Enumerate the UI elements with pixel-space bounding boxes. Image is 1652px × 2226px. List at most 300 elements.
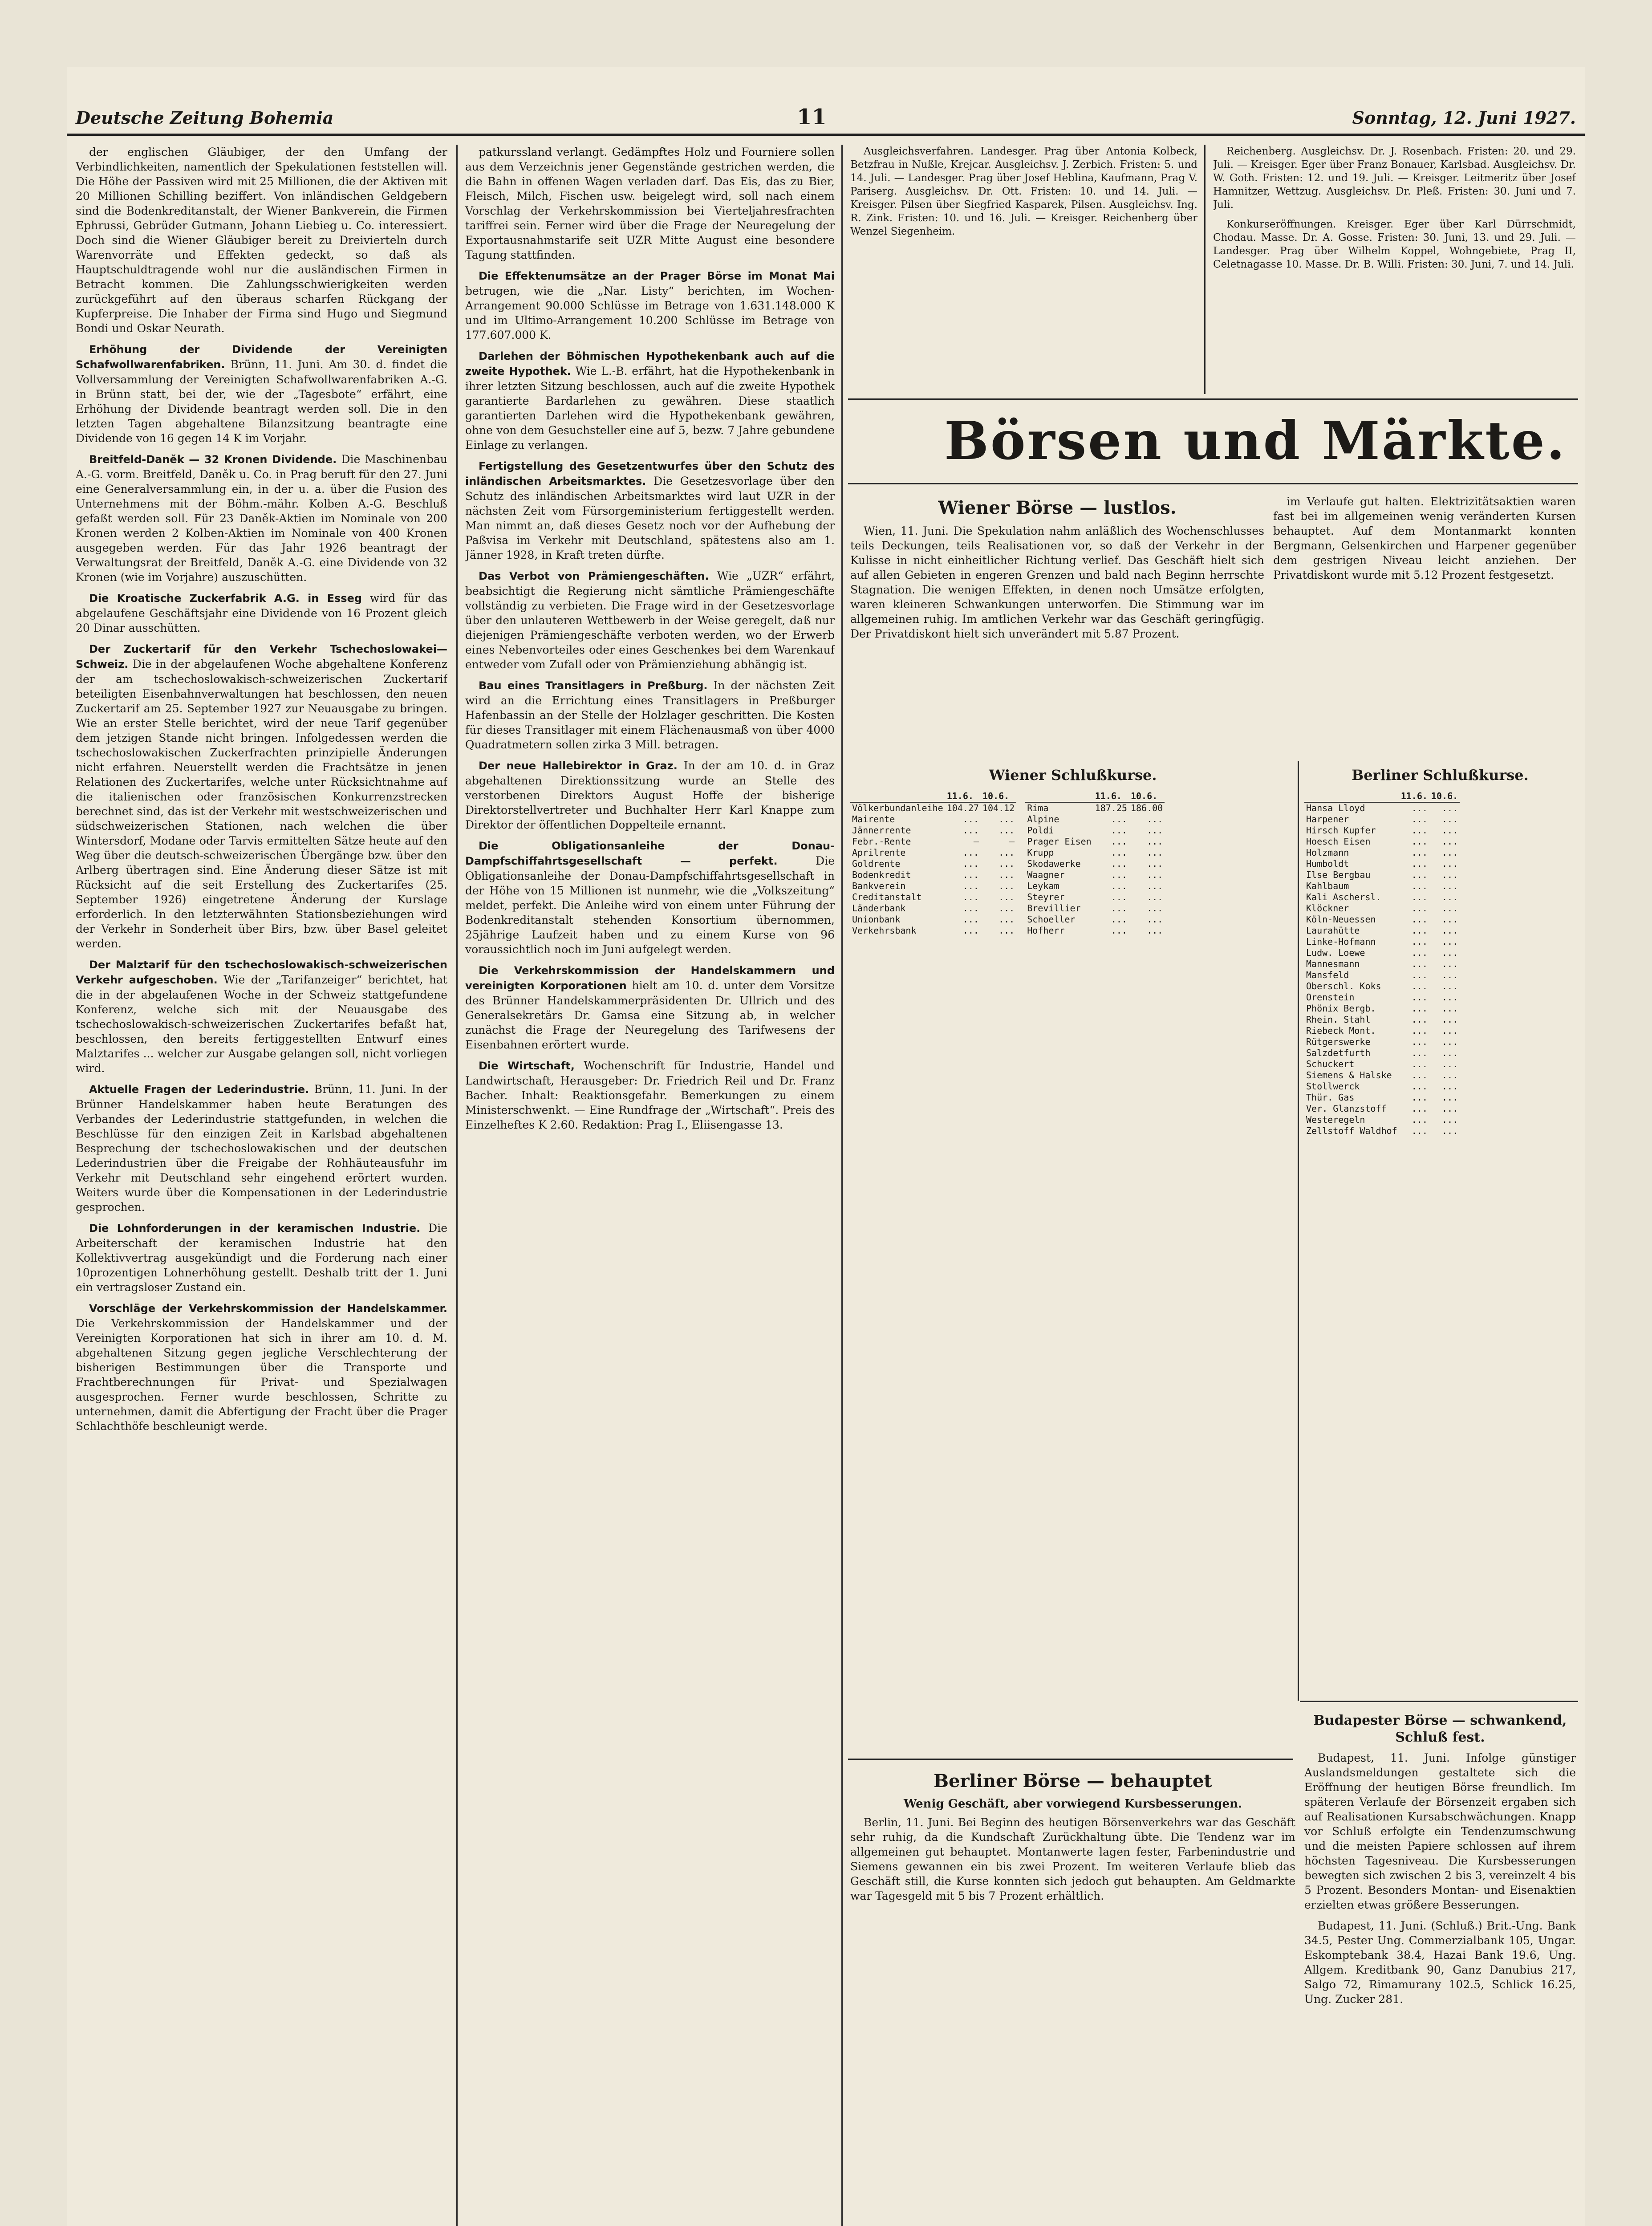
article-text: Wie L.-B. erfährt, hat die Hypothekenbank in ihrer letzten Sitzung beschlossen, auch auf die zweite Hypothek garantierte Bardarlehen zu gewähren. Diese staatlich garantierten Darlehen wird die Hypothekenbank gewähren, ohne von dem Gesuchsteller eine auf 5, bezw. 7 Jahre gebundene Einlage zu verlangen. — [465, 365, 835, 451]
article-text: In der am 10. d. in Graz abgehaltenen Direktionssitzung wurde an Stelle des verstorbenen Direktors August Hoffe der bisherige Direktorstellvertreter und Buchhalter Herr Karl Knappe zum Direktor der öffentlichen Doppelteile ernannt. — [465, 759, 835, 831]
quote-value: ... — [1411, 892, 1428, 902]
table-row — [850, 903, 1016, 914]
article-headline: Die Lohnforderungen in der keramischen Industrie. — [89, 1222, 421, 1235]
security-name: Verkehrsbank — [852, 925, 917, 936]
security-name: Alpine — [1027, 814, 1059, 825]
security-name: Westeregeln — [1306, 1114, 1365, 1125]
column-rule — [1204, 145, 1206, 394]
article-headline: Der neue Hallebirektor in Graz. — [479, 760, 678, 772]
quote-value: ... — [1442, 836, 1458, 847]
security-name: Ludw. Loewe — [1306, 947, 1365, 958]
article-text: patkurssland verlangt. Gedämpftes Holz und Fourniere sollen aus dem Verzeichnis jener Gegenstände gestrichen werden, die die Bahn in offenen Wagen verladen darf. Das Eis, das zu Bier, Fleisch, Milch, Fischen usw. beigelegt wird, soll nach einem Vorschlag der Verkehrskommission bei Vierteljahresfrachten tariffrei sein. Ferner wird über die Frage der Neuregelung der Exportausnahmstarife seit UZR Mitte August eine besondere Tagung stattfinden. — [465, 146, 835, 261]
table-row — [1304, 1114, 1460, 1125]
quote-value: ... — [962, 858, 979, 869]
berliner-boerse-subtitle: Wenig Geschäft, aber vorwiegend Kursbesserungen. — [903, 1797, 1242, 1811]
article-headline: Das Verbot von Prämiengeschäften. — [479, 570, 709, 582]
table-row — [850, 836, 1016, 847]
quote-value: ... — [1442, 1003, 1458, 1014]
table-row — [1304, 814, 1460, 825]
quote-value: ... — [962, 903, 979, 914]
boerse-continuation — [1273, 494, 1576, 743]
security-name: Mairente — [852, 814, 895, 825]
quote-value: ... — [1442, 914, 1458, 925]
quote-value: ... — [1442, 1081, 1458, 1092]
quote-value: ... — [1442, 1059, 1458, 1069]
quote-value: ... — [1111, 858, 1127, 869]
table-row — [1304, 892, 1460, 903]
article-paragraph — [76, 1082, 447, 1215]
security-name: Harpener — [1306, 814, 1349, 825]
quote-value: ... — [962, 825, 979, 836]
quote-value: ... — [1442, 981, 1458, 991]
budapester-boerse-text: Budapest, 11. Juni. Infolge günstiger Auslandsmeldungen gestaltete sich die Eröffnung der heutigen Börse freundlich. Im späteren Verlaufe der Börsenzeit ergaben sich auf Realisationen Kursabschwächungen. Knapp vor Schluß erfolgte ein Tendenzumschwung und die meisten Papiere schlossen auf ihrem höchsten Tagesniveau. Die Kursbesserungen bewegten sich zwischen 2 bis 3, vereinzelt 4 bis 5 Prozent. Besonders Montan- und Eisenaktien erzielten etwas größere Besserungen. — [1304, 1751, 1576, 1911]
quote-value: — — [973, 836, 979, 847]
security-name: Humboldt — [1306, 858, 1349, 869]
quote-value: ... — [1411, 1036, 1428, 1047]
table-row — [1304, 1003, 1460, 1014]
security-name: Mansfeld — [1306, 970, 1349, 980]
article-paragraph — [76, 957, 447, 1076]
quote-value: ... — [1442, 970, 1458, 980]
section-rule — [1300, 1701, 1578, 1702]
quote-value: ... — [1411, 1070, 1428, 1081]
table-row — [1304, 1048, 1460, 1059]
security-name: Zellstoff Waldhof — [1306, 1125, 1397, 1136]
security-name: Holzmann — [1306, 847, 1349, 858]
article-headline: Vorschläge der Verkehrskommission der Handelskammer. — [89, 1302, 447, 1315]
security-name: Oberschl. Koks — [1306, 981, 1381, 991]
budapester-boerse-title: Budapester Börse — schwankend, Schluß fest. — [1313, 1713, 1567, 1745]
quote-value: ... — [1147, 892, 1163, 902]
table-row — [1304, 903, 1460, 914]
table-row — [1304, 847, 1460, 858]
article-headline: Die Wirtschaft, — [479, 1060, 575, 1072]
article-headline: Die Effektenumsätze an der Prager Börse im Monat Mai — [479, 270, 835, 282]
masthead-title: Deutsche Zeitung Bohemia — [76, 108, 334, 128]
page-number: 11 — [797, 105, 827, 130]
quote-value: ... — [1411, 959, 1428, 969]
table-row — [850, 892, 1016, 903]
article-paragraph — [465, 963, 835, 1052]
quote-value: ... — [1411, 858, 1428, 869]
table-row — [1304, 869, 1460, 881]
column-rule — [841, 145, 843, 2226]
quote-value: ... — [1442, 1025, 1458, 1036]
security-name: Rhein. Stahl — [1306, 1014, 1371, 1025]
quote-value: ... — [1411, 1114, 1428, 1125]
table-row — [1025, 814, 1165, 825]
quote-value: ... — [1442, 1036, 1458, 1047]
notice-paragraph: Reichenberg. Ausgleichsv. Dr. J. Rosenbach. Fristen: 20. und 29. Juli. — Kreisger. Eger über Franz Bonauer, Karlsbad. Ausgleichsv. Dr. W. Goth. Fristen: 12. und 19. Juli. — Kreisger. Leitmeritz über Josef Hamnitzer, Wettzug. Ausgleichsv. Dr. Pleß. Fristen: 30. Juni und 7. Juli. — [1213, 146, 1576, 211]
quote-value: ... — [962, 814, 979, 825]
quote-value: ... — [1147, 869, 1163, 880]
quote-value: ... — [1442, 1114, 1458, 1125]
quote-value: ... — [1147, 836, 1163, 847]
security-name: Klöckner — [1306, 903, 1349, 914]
quote-value: ... — [1442, 869, 1458, 880]
table-row — [1304, 925, 1460, 936]
budapester-boerse-quotes: Budapest, 11. Juni. (Schluß.) Brit.-Ung. Bank 34.5, Pester Ung. Commerzialbank 105, Ungar. Eskomptebank 38.4, Hazai Bank 19.6, Ung. Allgem. Kreditbank 90, Ganz Danubius 217, Salgo 72, Rimamurany 102.5, Schlick 16.25, Ung. Zucker 281. — [1304, 1919, 1576, 2006]
article-headline: Die Kroatische Zuckerfabrik A.G. in Esseg — [89, 592, 362, 605]
budapester-boerse — [1304, 1710, 1576, 2226]
quote-value: ... — [1442, 892, 1458, 902]
security-name: Schuckert — [1306, 1059, 1355, 1069]
security-name: Waagner — [1027, 869, 1065, 880]
column-header: 11.6. — [1399, 791, 1429, 802]
article-text: Die Verkehrskommission der Handelskammer und der Vereinigten Korporationen hat sich in ihrer am 10. d. M. abgehaltenen Sitzung gegen jegliche Verschlechterung der bisherigen Bestimmungen über die Transporte und Frachtberechnungen für Privat- und Spezialwagen ausgesprochen. Ferner wurde beschlossen, Schritte zu unternehmen, damit die Abfertigung der Fracht über die Prager Schlachthöfe beschleunigt werde. — [76, 1317, 447, 1433]
quote-value: ... — [1411, 1081, 1428, 1092]
security-name: Rütgerswerke — [1306, 1036, 1371, 1047]
article-paragraph — [465, 1058, 835, 1132]
quote-value: ... — [1111, 892, 1127, 902]
table-row — [1304, 959, 1460, 970]
quote-value: ... — [999, 847, 1015, 858]
notice-paragraph: Konkurseröffnungen. Kreisger. Eger über Karl Dürrschmidt, Chodau. Masse. Dr. A. Gosse. Fristen: 30. Juni, 13. und 29. Juli. — Landesger. Prag über Wilhelm Koppel, Wohngebiete, Prag II, Celetnagasse 10. Masse. Dr. B. Willi. Fristen: 30. Juni, 7. und 14. Juli. — [1213, 219, 1576, 270]
quote-value: ... — [1111, 881, 1127, 891]
security-name: Krupp — [1027, 847, 1054, 858]
security-name: Creditanstalt — [852, 892, 922, 902]
quote-value: ... — [1442, 1014, 1458, 1025]
quote-value: ... — [1442, 936, 1458, 947]
table-row — [850, 847, 1016, 858]
table-row — [1304, 802, 1460, 814]
table-row — [1304, 1103, 1460, 1114]
article-text: Die Obligationsanleihe der Donau-Dampfschiffahrtsgesellschaft in der Höhe von 15 Millionen ist nunmehr, wie die „Volkszeitung“ meldet, perfekt. Die Anleihe wird von einem unter Führung der Bodenkreditanstalt stehenden Konsortium übernommen, 25jährige Laufzeit haben und zu einem Kurse von 96 voraussichtlich noch im Juni aufgelegt werden. — [465, 854, 835, 956]
article-paragraph — [76, 145, 447, 336]
article-paragraph — [465, 268, 835, 342]
wiener-schlusskurse-title: Wiener Schlußkurse. — [989, 767, 1157, 784]
quote-value: ... — [1147, 814, 1163, 825]
column-header: 11.6. — [945, 791, 981, 802]
column-header: 10.6. — [981, 791, 1016, 802]
article-column-2 — [465, 145, 835, 2226]
security-name: Goldrente — [852, 858, 901, 869]
table-row — [1304, 1036, 1460, 1048]
quote-value: ... — [1411, 936, 1428, 947]
article-paragraph — [465, 459, 835, 562]
article-headline: Darlehen der Böhmischen Hypothekenbank auch auf die zweite Hypothek. — [465, 350, 835, 378]
table-row — [1304, 970, 1460, 981]
security-name: Völkerbundanleihe — [852, 803, 943, 813]
quote-value: ... — [999, 869, 1015, 880]
quote-value: ... — [962, 847, 979, 858]
article-text: Die Maschinenbau A.-G. vorm. Breitfeld, Daněk u. Co. in Prag beruft für den 27. Juni eine Generalversammlung ein, in der u. a. über die Fusion des Unternehmens mit der Böhm.-mähr. Kolben A.-G. Beschluß gefaßt werden soll. Für 23 Daněk-Aktien im Nominale von 200 Kronen werden 2 Kolben-Aktien im Nominale von 400 Kronen ausgegeben werden. Für das Jahr 1926 beantragt der Verwaltungsrat der Breitfeld, Daněk A.-G. eine Dividende von 32 Kronen (wie im Vorjahre) auszuschütten. — [76, 453, 447, 584]
berliner-boerse-title: Berliner Börse — behauptet — [934, 1771, 1212, 1791]
column-header — [1025, 791, 1093, 802]
table-row — [850, 925, 1016, 936]
quote-value: ... — [999, 858, 1015, 869]
quote-value: ... — [1442, 1092, 1458, 1103]
quote-value: ... — [1147, 914, 1163, 925]
article-text: Die in der abgelaufenen Woche abgehaltene Konferenz der am tschechoslowakisch-schweizerischen Zuckertarif beteiligten Eisenbahnverwaltungen hat beschlossen, den neuen Zuckertarif am 25. September 1927 zur Neuausgabe zu bringen. Wie an erster Stelle berichtet, wird der neue Tarif gegenüber dem jetzigen Stande nicht bringen. Infolgedessen werden die tschechoslowakischen Zuckerfrachten prinzipielle Änderungen nicht erfahren. Neuerstellt werden die Frachtsätze in jenen Relationen des Zuckertarifes, welche unter Rücksichtnahme auf die italienischen oder französischen Konkurrenzstrecken berechnet sind, das ist der Verkehr mit westschweizerischen und südschweizerischen Stationen, nach welchen die über Wintersdorf, Modane oder Tarvis ermittelten Sätze heute auf den Weg über die deutsch-schweizerischen Übergänge bzw. über den Arlberg übertragen sind. Eine Änderung dieser Sätze ist mit Rücksicht auf die seit Erstellung des Zuckertarifes (25. September 1926) eingetretene Änderung der Kurslage erforderlich. In den letzterwähnten Stationsbeziehungen wird der Verkehr in Sonderheit über Birs, bzw. über Basel geleitet werden. — [76, 658, 447, 950]
article-headline: Bau eines Transitlagers in Preßburg. — [479, 679, 708, 692]
table-row — [1304, 992, 1460, 1003]
article-text: Brünn, 11. Juni. Am 30. d. findet die Vollversammlung der Vereinigten Schafwollwarenfabriken A.-G. in Brünn statt, bei der, wie der „Tagesbote“ erfährt, eine Erhöhung der Dividende beantragt werden soll. Die in den letzten Tagen abgehaltene Bilanzsitzung beantragte eine Dividende von 16 gegen 14 K im Vorjahr. — [76, 358, 447, 445]
table-row — [850, 858, 1016, 869]
quote-value: ... — [1147, 925, 1163, 936]
security-name: Brevillier — [1027, 903, 1081, 914]
quote-value: ... — [1442, 925, 1458, 936]
wiener-boerse-text: Wien, 11. Juni. Die Spekulation nahm anläßlich des Wochenschlusses teils Deckungen, teils Realisationen vor, so daß der Verkehr in der Kulisse in nicht einheitlicher Richtung verlief. Das Geschäft hielt sich auf allen Gebieten in engeren Grenzen und bald nach Beginn herrschte Stagnation. Die wenigen Effekten, in denen noch Umsätze erfolgten, waren kleineren Schwankungen unterworfen. Die Stimmung war im allgemeinen ruhig. Im amtlichen Verkehr war das Geschäft geringfügig. Der Privatdiskont hielt sich unverändert mit 5.87 Prozent. — [850, 524, 1264, 640]
column-rule — [1298, 761, 1299, 1701]
quotes-table — [1304, 791, 1460, 1137]
quote-value: ... — [1411, 881, 1428, 891]
table-row — [1304, 1059, 1460, 1070]
quote-value: ... — [962, 881, 979, 891]
article-headline: Erhöhung der Dividende der Vereinigten Schafwollwarenfabriken. — [76, 343, 447, 371]
quote-value: 104.27 — [946, 803, 979, 813]
article-column-1 — [76, 145, 447, 2226]
article-text: Die Gesetzesvorlage über den Schutz des inländischen Arbeitsmarktes wird laut UZR in der nächsten Zeit vom Fürsorgeministerium fertiggestellt werden. Man nimmt an, daß dieses Gesetz noch vor der Aufhebung der Paßvisa im Verkehr mit Deutschland, spätestens also am 1. Jänner 1928, in Kraft treten dürfte. — [465, 475, 835, 561]
security-name: Länderbank — [852, 903, 906, 914]
table-row — [1304, 1014, 1460, 1025]
article-text: Wie „UZR“ erfährt, beabsichtigt die Regierung nicht sämtliche Prämiengeschäfte vollständig zu verbieten. Die Frage wird in der Gesetzesvorlage über den unlauteren Wettbewerb in der Weise geregelt, daß nur diejenigen Prämiengeschäfte verboten werden, wo der Erwerb eines Nebenvorteiles oder eines Geschenkes bei dem Warenkauf entweder vom Zufall oder von Prämienziehung abhängig ist. — [465, 569, 835, 671]
security-name: Ver. Glanzstoff — [1306, 1103, 1387, 1114]
security-name: Prager Eisen — [1027, 836, 1092, 847]
table-row — [1025, 802, 1165, 814]
security-name: Linke-Hofmann — [1306, 936, 1376, 947]
security-name: Aprilrente — [852, 847, 906, 858]
quote-value: ... — [1411, 903, 1428, 914]
quote-value: ... — [1411, 970, 1428, 980]
quote-value: ... — [1442, 858, 1458, 869]
table-row — [1304, 1070, 1460, 1081]
article-paragraph — [465, 145, 835, 262]
article-paragraph — [465, 838, 835, 957]
boerse-continuation-text: im Verlaufe gut halten. Elektrizitätsaktien waren fast bei im allgemeinen wenig veränderten Kursen behauptet. Auf dem Montanmarkt konnten Bergmann, Gelsenkirchen und Harpener gegenüber dem gestrigen Niveau leicht anziehen. Der Privatdiskont wurde mit 5.12 Prozent festgesetzt. — [1273, 495, 1576, 581]
security-name: Mannesmann — [1306, 959, 1360, 969]
table-row — [850, 881, 1016, 892]
article-paragraph — [76, 452, 447, 585]
article-headline: Fertigstellung des Gesetzentwurfes über den Schutz des inländischen Arbeitsmarktes. — [465, 460, 835, 487]
article-paragraph — [465, 349, 835, 452]
article-text: Die Arbeiterschaft der keramischen Industrie hat den Kollektivvertrag ausgekündigt und die Forderung nach einer 10prozentigen Lohnerhöhung gestellt. Deshalb tritt der 1. Juni ein vertragsloser Zustand ein. — [76, 1222, 447, 1294]
wiener-boerse-report — [850, 494, 1264, 743]
security-name: Köln-Neuessen — [1306, 914, 1376, 925]
quote-value: ... — [1442, 1103, 1458, 1114]
quote-value: ... — [1411, 836, 1428, 847]
article-paragraph — [76, 1301, 447, 1434]
quotes-table — [1025, 791, 1165, 936]
table-row — [1304, 858, 1460, 869]
wiener-schlusskurse — [850, 761, 1295, 1701]
security-name: Phönix Bergb. — [1306, 1003, 1376, 1014]
security-name: Skodawerke — [1027, 858, 1081, 869]
quote-value: ... — [1442, 847, 1458, 858]
table-row — [1025, 858, 1165, 869]
table-row — [1304, 981, 1460, 992]
quote-value: ... — [1411, 914, 1428, 925]
section-rule — [848, 398, 1578, 400]
quote-value: ... — [1111, 847, 1127, 858]
quote-value: ... — [1411, 803, 1428, 813]
table-row — [1025, 903, 1165, 914]
quote-value: ... — [1442, 992, 1458, 1003]
page-header — [67, 102, 1585, 136]
table-row — [1025, 925, 1165, 936]
quote-value: ... — [1411, 825, 1428, 836]
quote-value: ... — [1442, 814, 1458, 825]
table-row — [1025, 869, 1165, 881]
quote-value: ... — [1411, 1048, 1428, 1058]
article-text: Wochenschrift für Industrie, Handel und Landwirtschaft, Herausgeber: Dr. Friedrich Reil und Dr. Franz Bacher. Inhalt: Reaktionsgefahr. Bemerkungen zu einem Ministerschwenkt. — Eine Rundfrage der „Wirtschaft“. Preis des Einzelheftes K 2.60. Redaktion: Prag I., Eliisengasse 13. — [465, 1059, 835, 1131]
section-rule — [848, 1759, 1293, 1760]
article-text: der englischen Gläubiger, der den Umfang der Verbindlichkeiten, namentlich der Spekulationen feststellen will. Die Höhe der Passiven wird mit 25 Millionen, die der Aktiven mit 20 Millionen Schilling beziffert. Von inländischen Geldgebern sind die Bodenkreditanstalt, der Wiener Bankverein, die Firmen Ephrussi, Gebrüder Gutmann, Johann Liebieg u. Co. interessiert. Doch sind die Wiener Gläubiger bereit zu Dreivierteln durch Warenvorräte und Effekten gedeckt, so daß als Hauptschuldtragende wohl nur die ausländischen Firmen in Betracht kommen. Die Zahlungsschwierigkeiten werden zurückgeführt auf den überaus scharfen Rückgang der Kupferpreise. Die Inhaber der Firma sind Hugo und Siegmund Bondi und Oskar Neurath. — [76, 146, 447, 335]
section-title: Börsen und Märkte. — [944, 410, 1567, 471]
article-paragraph — [76, 1221, 447, 1295]
table-row — [1025, 836, 1165, 847]
column-header — [850, 791, 945, 802]
quote-value: ... — [999, 914, 1015, 925]
article-text: wird für das abgelaufene Geschäftsjahr eine Dividende von 16 Prozent gleich 20 Dinar ausschütten. — [76, 592, 447, 634]
security-name: Poldi — [1027, 825, 1054, 836]
security-name: Hoesch Eisen — [1306, 836, 1371, 847]
table-row — [1304, 1125, 1460, 1137]
table-row — [1304, 1025, 1460, 1036]
table-row — [1304, 936, 1460, 947]
security-name: Laurahütte — [1306, 925, 1360, 936]
quote-value: ... — [1442, 881, 1458, 891]
security-name: Rima — [1027, 803, 1049, 813]
column-header: 10.6. — [1429, 791, 1460, 802]
article-headline: Breitfeld-Daněk — 32 Kronen Dividende. — [89, 453, 337, 466]
quote-value: ... — [1147, 858, 1163, 869]
table-row — [1304, 1081, 1460, 1092]
security-name: Ilse Bergbau — [1306, 869, 1371, 880]
table-row — [1304, 1092, 1460, 1103]
quote-value: ... — [1411, 992, 1428, 1003]
article-text: hielt am 10. d. unter dem Vorsitze des Brünner Handelskammerpräsidenten Dr. Ullrich und des Generalsekretärs Dr. Gamsa eine Sitzung ab, in welcher zunächst die Frage der Neuregelung des Tarifwesens der Eisenbahnen erörtert wurde. — [465, 979, 835, 1051]
quote-value: ... — [1442, 1048, 1458, 1058]
security-name: Leykam — [1027, 881, 1059, 891]
table-row — [1025, 847, 1165, 858]
wiener-boerse-title: Wiener Börse — lustlos. — [938, 497, 1177, 518]
table-row — [1025, 914, 1165, 925]
quote-value: ... — [1111, 836, 1127, 847]
quote-value: ... — [999, 881, 1015, 891]
quote-value: ... — [1147, 881, 1163, 891]
table-row — [1025, 892, 1165, 903]
security-name: Stollwerck — [1306, 1081, 1360, 1092]
berliner-schlusskurse-title: Berliner Schlußkurse. — [1352, 767, 1529, 784]
security-name: Bodenkredit — [852, 869, 911, 880]
berliner-schlusskurse — [1304, 761, 1576, 1701]
security-name: Kahlbaum — [1306, 881, 1349, 891]
quote-value: ... — [1442, 947, 1458, 958]
security-name: Febr.-Rente — [852, 836, 911, 847]
quote-value: ... — [1442, 903, 1458, 914]
quote-value: ... — [962, 914, 979, 925]
article-headline: Aktuelle Fragen der Lederindustrie. — [89, 1083, 309, 1096]
quote-value: — — [1009, 836, 1015, 847]
article-text: Brünn, 11. Juni. In der Brünner Handelskammer haben heute Beratungen des Verbandes der Lederindustrie stattgefunden, in welchen die Beschlüsse für den einzigen Zeit in Karlsbad abgehaltenen Besprechung der tschechoslowakischen und der deutschen Lederindustrien über die Freigabe der Rohhäuteausfuhr im Verkehr mit Deutschland sehr eingehend erörtert wurden. Weiters wurde über die Kompensationen in der Lederindustrie gesprochen. — [76, 1083, 447, 1214]
column-rule — [456, 145, 458, 2226]
quote-value: ... — [1111, 914, 1127, 925]
column-header: 10.6. — [1129, 791, 1165, 802]
quotes-table — [850, 791, 1016, 936]
quote-value: ... — [962, 869, 979, 880]
quote-value: ... — [1111, 869, 1127, 880]
quote-value: ... — [999, 925, 1015, 936]
article-headline: Der Zuckertarif für den Verkehr Tschechoslowakei—Schweiz. — [76, 643, 447, 670]
quote-value: ... — [1147, 825, 1163, 836]
table-row — [850, 914, 1016, 925]
issue-date: Sonntag, 12. Juni 1927. — [1352, 108, 1576, 128]
table-row — [1025, 881, 1165, 892]
quote-value: ... — [1411, 1103, 1428, 1114]
quote-value: ... — [1147, 847, 1163, 858]
quote-value: ... — [999, 814, 1015, 825]
security-name: Kali Aschersl. — [1306, 892, 1381, 902]
quote-value: ... — [999, 903, 1015, 914]
article-paragraph — [76, 642, 447, 951]
quote-value: ... — [1411, 981, 1428, 991]
table-row — [1025, 825, 1165, 836]
quote-value: ... — [962, 892, 979, 902]
article-paragraph — [76, 591, 447, 635]
quote-value: ... — [1442, 1125, 1458, 1136]
quote-value: ... — [1411, 869, 1428, 880]
quote-value: ... — [1442, 825, 1458, 836]
notices-left — [850, 145, 1197, 394]
table-row — [850, 825, 1016, 836]
table-row — [1304, 914, 1460, 925]
article-paragraph — [465, 569, 835, 672]
quote-value: ... — [1411, 814, 1428, 825]
quote-value: 186.00 — [1130, 803, 1163, 813]
table-row — [850, 814, 1016, 825]
security-name: Hofherr — [1027, 925, 1065, 936]
article-paragraph — [465, 758, 835, 832]
article-headline: Die Verkehrskommission der Handelskammern und vereinigten Korporationen — [465, 964, 835, 992]
quote-value: ... — [1442, 959, 1458, 969]
article-text: Wie der „Tarifanzeiger“ berichtet, hat die in der abgelaufenen Woche in der Schweiz stattgefundene Konferenz, welche sich mit der Neuausgabe des tschechoslowakisch-schweizerischen Zuckertarifes befaßt hat, beschlossen, den bereits fertiggestellten Entwurf eines Malztarifes ... welcher zur Ausgabe gelangen soll, nicht vorliegen wird. — [76, 973, 447, 1075]
article-paragraph — [465, 678, 835, 752]
quote-value: ... — [999, 892, 1015, 902]
quote-value: ... — [1411, 1092, 1428, 1103]
section-rule — [848, 483, 1578, 484]
security-name: Thür. Gas — [1306, 1092, 1355, 1103]
table-row — [850, 869, 1016, 881]
security-name: Hirsch Kupfer — [1306, 825, 1376, 836]
quote-value: ... — [1111, 925, 1127, 936]
newspaper-page — [67, 67, 1585, 2226]
quote-value: ... — [1411, 1125, 1428, 1136]
quote-value: 104.12 — [982, 803, 1015, 813]
quote-value: ... — [1111, 825, 1127, 836]
article-text: betrugen, wie die „Nar. Listy“ berichten, im Wochen-Arrangement 90.000 Schlüsse im Betrage von 1.631.148.000 K und im Ultimo-Arrangement 10.200 Schlüsse im Betrage von 177.607.000 K. — [465, 284, 835, 341]
security-name: Bankverein — [852, 881, 906, 891]
article-headline: Die Obligationsanleihe der Donau-Dampfschiffahrtsgesellschaft — perfekt. — [465, 840, 835, 867]
quote-value: ... — [1411, 1014, 1428, 1025]
quote-value: ... — [1147, 903, 1163, 914]
quote-value: ... — [1111, 814, 1127, 825]
security-name: Hansa Lloyd — [1306, 803, 1365, 813]
notice-paragraph: Ausgleichsverfahren. Landesger. Prag über Antonia Kolbeck, Betzfrau in Nußle, Krejcar. Ausgleichsv. J. Zerbich. Fristen: 5. und 14. Juli. — Landesger. Prag über Josef Heblina, Kaufmann, Prag V. Pariserg. Ausgleichsv. Dr. Ott. Fristen: 10. und 14. Juli. — Kreisger. Pilsen über Siegfried Kasparek, Pilsen. Ausgleichsv. Ing. R. Zink. Fristen: 10. und 16. Juli. — Kreisger. Reichenberg über Wenzel Siegenheim. — [850, 146, 1197, 237]
security-name: Steyrer — [1027, 892, 1065, 902]
article-paragraph — [76, 342, 447, 446]
quote-value: ... — [1111, 903, 1127, 914]
security-name: Siemens & Halske — [1306, 1070, 1392, 1081]
article-headline: Der Malztarif für den tschechoslowakisch-schweizerischen Verkehr aufgeschoben. — [76, 959, 447, 986]
quote-value: 187.25 — [1095, 803, 1127, 813]
table-row — [1304, 836, 1460, 847]
quote-value: ... — [1442, 803, 1458, 813]
table-row — [1304, 947, 1460, 959]
notices-right — [1213, 145, 1576, 394]
security-name: Riebeck Mont. — [1306, 1025, 1376, 1036]
berliner-boerse — [850, 1767, 1295, 2226]
